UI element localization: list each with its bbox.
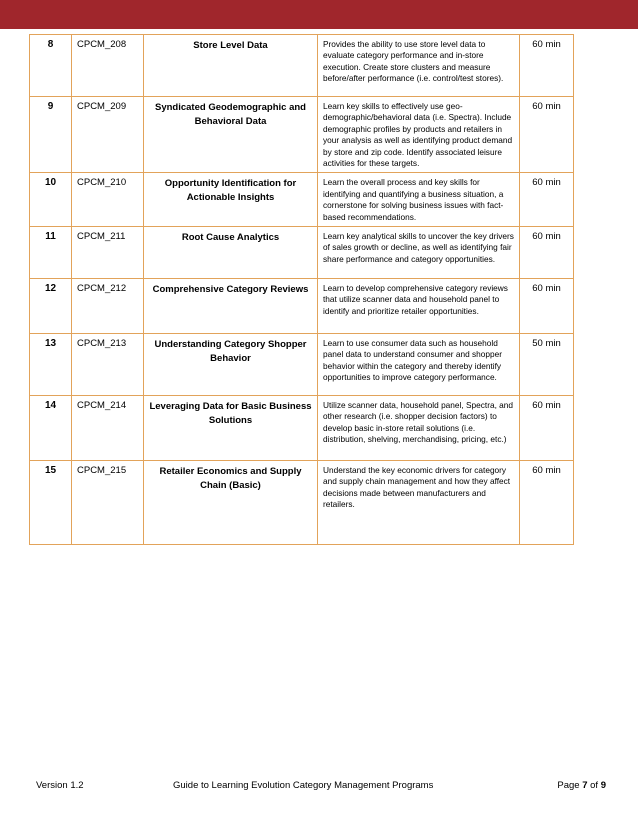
course-number: 8 — [30, 35, 72, 97]
course-table — [29, 34, 574, 545]
course-duration: 60 min — [520, 35, 574, 97]
course-duration: 60 min — [520, 173, 574, 227]
course-code: CPCM_215 — [72, 461, 144, 545]
course-description: Learn to develop comprehensive category reviews that utilize scanner data and household panel to identify and prioritize retailer opportunities. — [318, 279, 520, 334]
table-row — [30, 396, 574, 461]
table-row — [30, 227, 574, 279]
table-row — [30, 97, 574, 173]
course-duration: 50 min — [520, 334, 574, 396]
course-code: CPCM_208 — [72, 35, 144, 97]
course-number: 13 — [30, 334, 72, 396]
course-title: Opportunity Identification for Actionable Insights — [144, 173, 318, 227]
course-duration: 60 min — [520, 97, 574, 173]
table-row — [30, 461, 574, 545]
page-total: 9 — [600, 780, 606, 791]
course-title: Retailer Economics and Supply Chain (Basic) — [144, 461, 318, 545]
version-label: Version 1.2 — [36, 780, 84, 791]
course-duration: 60 min — [520, 396, 574, 461]
page-of: of — [587, 780, 601, 791]
document-title: Guide to Learning Evolution Category Management Programs — [173, 780, 434, 791]
course-title: Store Level Data — [144, 35, 318, 97]
course-description: Provides the ability to use store level data to evaluate category performance and in-store execution. Create store clusters and measure before/after performance (i.e. control/test stores). — [318, 35, 520, 97]
course-title: Syndicated Geodemographic and Behavioral Data — [144, 97, 318, 173]
course-title: Understanding Category Shopper Behavior — [144, 334, 318, 396]
course-code: CPCM_209 — [72, 97, 144, 173]
course-number: 11 — [30, 227, 72, 279]
course-number: 14 — [30, 396, 72, 461]
course-number: 10 — [30, 173, 72, 227]
table-row — [30, 173, 574, 227]
course-code: CPCM_214 — [72, 396, 144, 461]
page-prefix: Page — [557, 780, 583, 791]
course-number: 9 — [30, 97, 72, 173]
course-number: 12 — [30, 279, 72, 334]
course-title: Comprehensive Category Reviews — [144, 279, 318, 334]
course-number: 15 — [30, 461, 72, 545]
course-duration: 60 min — [520, 461, 574, 545]
course-duration: 60 min — [520, 279, 574, 334]
course-description: Learn to use consumer data such as household panel data to understand consumer and shopper behavior within the category and thereby identify opportunities to improve category performance. — [318, 334, 520, 396]
course-description: Learn key analytical skills to uncover the key drivers of sales growth or decline, as well as identifying fair share performance and category opportunities. — [318, 227, 520, 279]
course-code: CPCM_210 — [72, 173, 144, 227]
course-description: Learn the overall process and key skills for identifying and quantifying a business situation, a cornerstone for solving business issues with fact-based recommendations. — [318, 173, 520, 227]
course-code: CPCM_212 — [72, 279, 144, 334]
course-description: Utilize scanner data, household panel, Spectra, and other research (i.e. shopper decision factors) to develop basic in-store retail solutions (i.e. distribution, shelving, merchandising, pricing, etc.) — [318, 396, 520, 461]
course-code: CPCM_213 — [72, 334, 144, 396]
table-row — [30, 334, 574, 396]
course-description: Learn key skills to effectively use geo-demographic/behavioral data (i.e. Spectra). Include demographic profiles by products and retailers in your analysis as well as identifying product demand by store and zip code. Identify associated leisure activities for these targets. — [318, 97, 520, 173]
table-row — [30, 35, 574, 97]
header-bar — [0, 0, 638, 29]
table-row — [30, 279, 574, 334]
page-number — [557, 780, 606, 791]
course-duration: 60 min — [520, 227, 574, 279]
course-code: CPCM_211 — [72, 227, 144, 279]
course-title: Leveraging Data for Basic Business Solutions — [144, 396, 318, 461]
course-title: Root Cause Analytics — [144, 227, 318, 279]
course-description: Understand the key economic drivers for category and supply chain management and how they affect decisions made between manufacturers and retailers. — [318, 461, 520, 545]
page-current: 7 — [582, 780, 588, 791]
